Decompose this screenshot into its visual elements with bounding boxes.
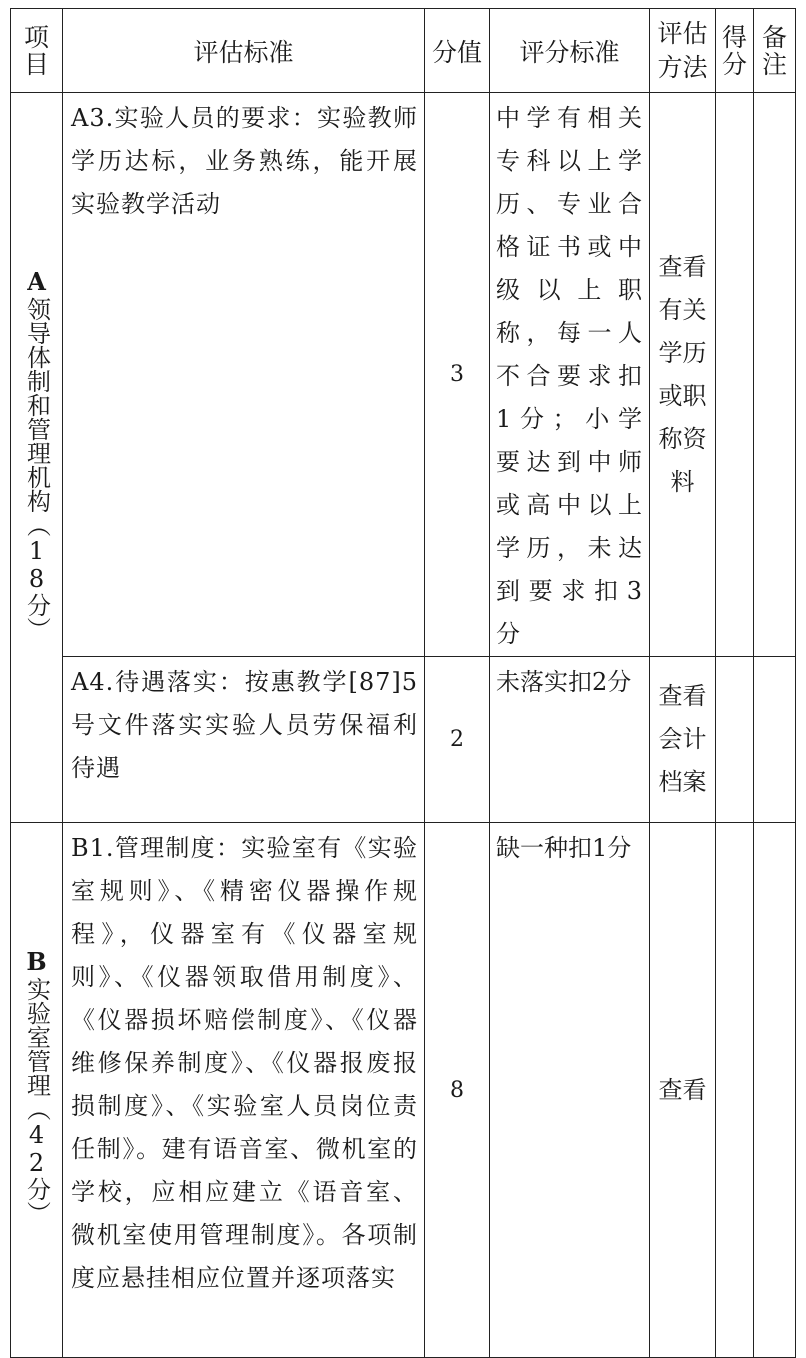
header-row	[11, 9, 796, 93]
criterion-text: B1.管理制度：实验室有《实验室规则》、《精密仪器操作规程》，仪器室有《仪器室规则》、《仪器领取借用制度》、《仪器损坏赔偿制度》、《仪器维修保养制度》、《仪器报废报损制度》、《实验室人员岗位责任制》。建有语音室、微机室的学校，应相应建立《语音室、微机室使用管理制度》。各项制度应悬挂相应位置并逐项落实	[63, 823, 425, 1358]
category-name: 领导体制和管理机构（18分）	[22, 296, 51, 641]
criterion-text: A4.待遇落实：按惠教学[87]5号文件落实实验人员劳保福利待遇	[63, 657, 425, 823]
header-method-label: 评估方法	[657, 18, 708, 82]
score-value: 8	[425, 823, 490, 1358]
note-cell	[754, 657, 796, 823]
header-item-label: 项目	[23, 22, 49, 79]
category-code: A	[27, 266, 46, 296]
evaluation-method: 查看有关学历或职称资料	[650, 93, 716, 657]
table-row	[11, 823, 796, 1358]
category-a	[11, 93, 63, 823]
score-value: 2	[425, 657, 490, 823]
evaluation-table	[10, 8, 796, 1358]
header-method	[650, 9, 716, 93]
category-name: 实验室管理（42分）	[22, 977, 51, 1225]
category-b	[11, 823, 63, 1358]
header-item	[11, 9, 63, 93]
scoring-rule: 未落实扣2分	[490, 657, 650, 823]
header-note	[754, 9, 796, 93]
category-code: B	[26, 947, 47, 976]
header-score: 分值	[425, 9, 490, 93]
score-value: 3	[425, 93, 490, 657]
scoring-rule: 缺一种扣1分	[490, 823, 650, 1358]
header-note-label: 备注	[761, 22, 787, 79]
header-got-label: 得分	[721, 22, 747, 79]
score-got-cell	[716, 93, 754, 657]
scoring-rule: 中学有相关专科以上学历、专业合格证书或中级以上职称，每一人不合要求扣1分；小学要达到中师或高中以上学历，未达到要求扣3分	[490, 93, 650, 657]
note-cell	[754, 823, 796, 1358]
header-rule: 评分标准	[490, 9, 650, 93]
score-got-cell	[716, 657, 754, 823]
score-got-cell	[716, 823, 754, 1358]
evaluation-method: 查看会计档案	[650, 657, 716, 823]
criterion-text: A3.实验人员的要求：实验教师学历达标，业务熟练，能开展实验教学活动	[63, 93, 425, 657]
header-standard: 评估标准	[63, 9, 425, 93]
evaluation-method: 查看	[650, 823, 716, 1358]
note-cell	[754, 93, 796, 657]
table-row	[11, 93, 796, 657]
table-row	[11, 657, 796, 823]
header-got	[716, 9, 754, 93]
